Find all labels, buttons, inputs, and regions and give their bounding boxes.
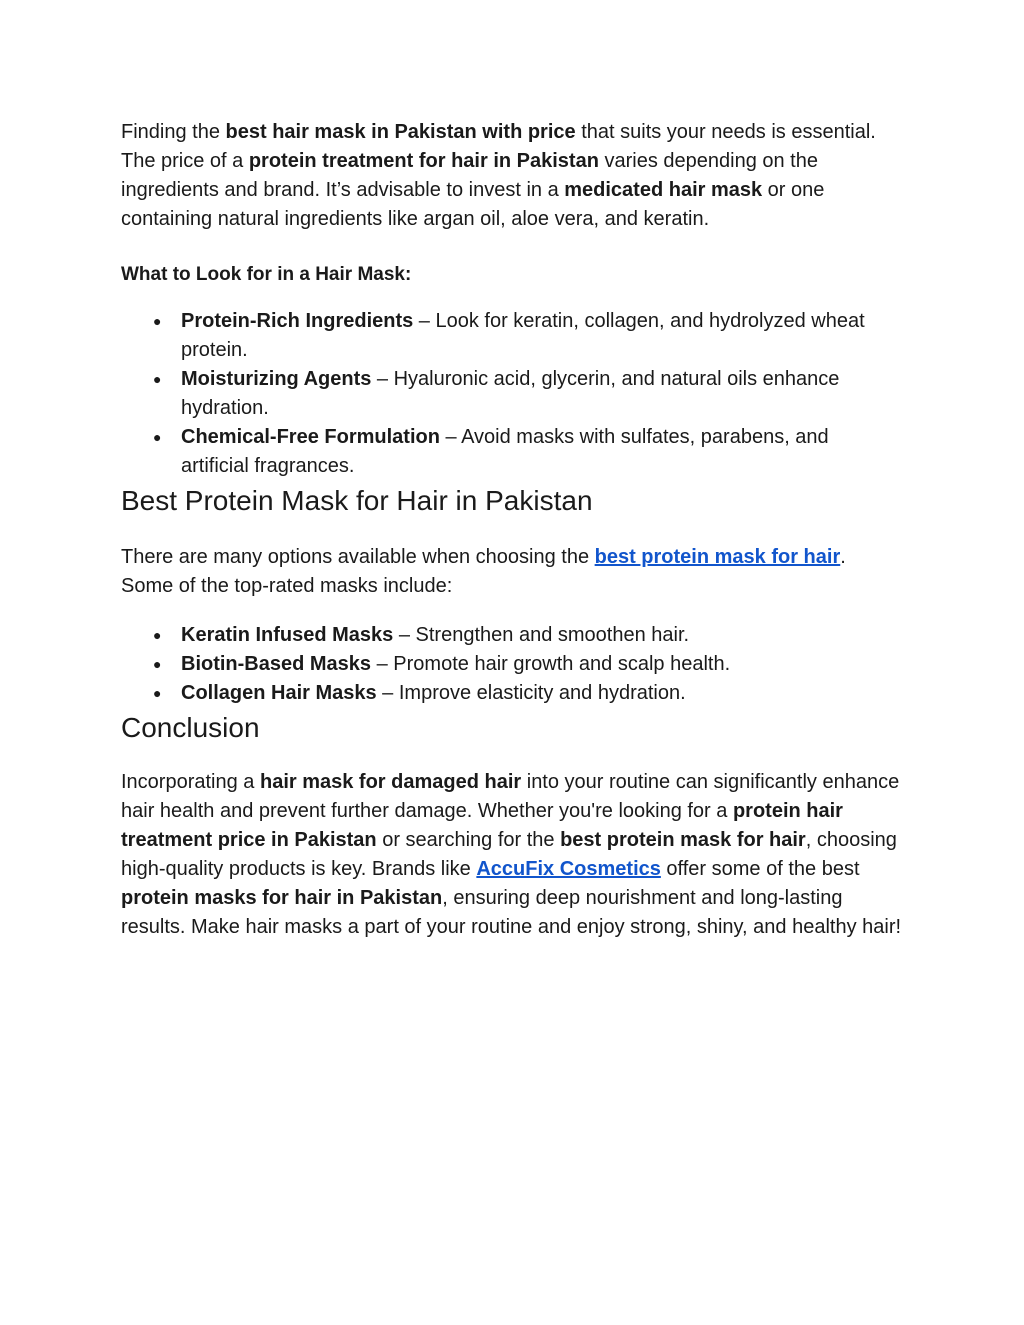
accufix-cosmetics-link[interactable]: AccuFix Cosmetics [476,858,661,880]
best-protein-mask-link[interactable]: best protein mask for hair [594,546,841,568]
bullet-icon: ● [153,371,162,387]
conclusion-heading: Conclusion [121,712,260,743]
top-masks-list [121,621,902,708]
list-item: ● Collagen Hair Masks – Improve elasticity and hydration. [181,679,902,708]
bullet-icon: ● [153,429,162,445]
bullet-icon: ● [153,627,162,643]
bullet-icon: ● [153,685,162,701]
list-item: ● Biotin-Based Masks – Promote hair growth and scalp health. [181,650,902,679]
list-item: ● Chemical-Free Formulation – Avoid masks with sulfates, parabens, and artificial fragrances. [181,423,902,481]
intro-bold-1: best hair mask in Pakistan with price [225,121,576,143]
list-item: ● Protein-Rich Ingredients – Look for keratin, collagen, and hydrolyzed wheat protein. [181,307,902,365]
bullet-icon: ● [153,313,162,329]
list-item: ● Keratin Infused Masks – Strengthen and smoothen hair. [181,621,902,650]
look-for-list [121,307,902,481]
best-protein-mask-heading: Best Protein Mask for Hair in Pakistan [121,485,593,516]
list-item: ● Moisturizing Agents – Hyaluronic acid, glycerin, and natural oils enhance hydration. [181,365,902,423]
intro-paragraph: Finding the best hair mask in Pakistan with price that suits your needs is essential. The price of a protein treatment for hair in Pakistan varies depending on the ingredients and brand. It’s advisable to invest in a medicated hair mask or one containing natural ingredients like argan oil, aloe vera, and keratin. [121,121,876,230]
intro-bold-3: medicated hair mask [564,179,763,201]
look-for-heading: What to Look for in a Hair Mask: [121,264,412,285]
intro-bold-2: protein treatment for hair in Pakistan [248,150,599,172]
bullet-icon: ● [153,656,162,672]
conclusion-paragraph: Incorporating a hair mask for damaged hair into your routine can significantly enhance hair health and prevent further damage. Whether you're looking for a protein hair treatment price in Pakistan or searching for the best protein mask for hair, choosing high-quality products is key. Brands like AccuFix Cosmetics offer some of the best protein masks for hair in Pakistan, ensuring deep nourishment and long-lasting results. Make hair masks a part of your routine and enjoy strong, shiny, and healthy hair! [121,771,902,938]
options-paragraph: There are many options available when choosing the best protein mask for hair. Some of the top-rated masks include: [121,546,846,597]
